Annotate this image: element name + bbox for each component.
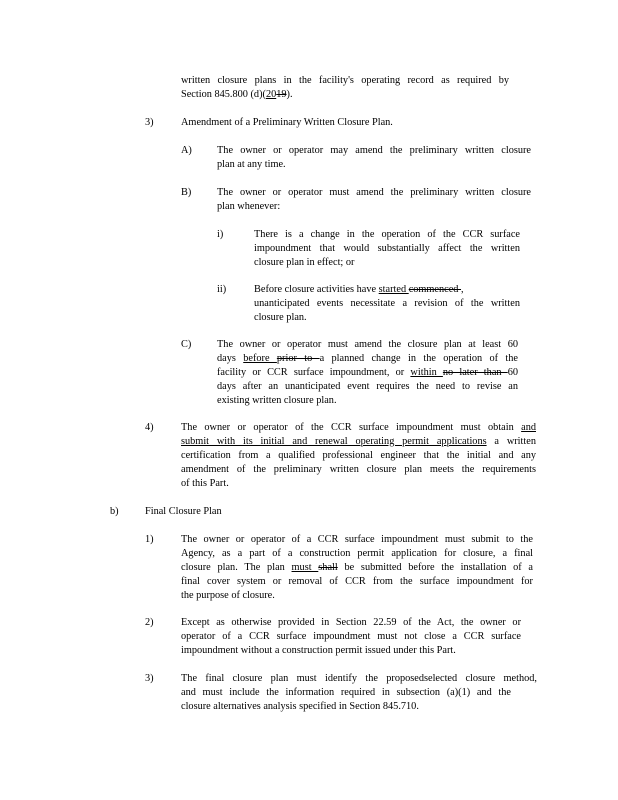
item-number: b)	[110, 506, 119, 517]
inserted-text: 20	[265, 89, 277, 100]
text-line: closure alternatives analysis specified in Section 845.710.	[181, 701, 419, 712]
text-line: closure plan.	[254, 312, 307, 323]
text-line: operator of a CCR surface impoundment must not close a CCR surface	[181, 631, 521, 642]
text-run: Before closure activities have	[254, 284, 379, 295]
paragraph-b3	[181, 672, 537, 714]
section-heading: Final Closure Plan	[145, 506, 222, 517]
text-line: days after an unanticipated event requires the need to revise an	[217, 381, 518, 392]
inserted-text: before	[243, 353, 277, 364]
deleted-text: commenced	[408, 284, 462, 295]
text-run: 60	[507, 367, 518, 378]
inserted-text: submit with its initial and renewal operating permit applications	[181, 436, 487, 447]
text-line: impoundment that would substantially affect the written	[254, 243, 520, 254]
text-line: and must include the information required in subsection (a)(1) and the	[181, 687, 511, 698]
section-heading: Amendment of a Preliminary Written Closure Plan.	[181, 117, 393, 128]
text-run: The owner or operator of the CCR surface impoundment must obtain	[181, 422, 522, 433]
text-run: a planned change in the operation of the	[319, 353, 518, 364]
text-line: unanticipated events necessitate a revision of the written	[254, 298, 520, 309]
paragraph-C	[217, 338, 518, 408]
text-line: Except as otherwise provided in Section 22.59 of the Act, the owner or	[181, 617, 521, 628]
text-line	[181, 561, 533, 575]
deleted-text: prior to	[276, 353, 320, 364]
item-number: ii)	[217, 284, 227, 295]
item-number: 3)	[145, 673, 154, 684]
text-line: plan whenever:	[217, 201, 281, 212]
text-line: the purpose of closure.	[181, 590, 275, 601]
text-line: existing written closure plan.	[217, 395, 337, 406]
deleted-text: shall	[318, 562, 338, 573]
inserted-text: within	[410, 367, 443, 378]
text-line: final cover system or removal of CCR from the surface impoundment for	[181, 576, 533, 587]
text-run: ).	[286, 89, 293, 100]
text-run: Section 845.800 (d)(	[181, 89, 266, 100]
text-run: days	[217, 353, 244, 364]
item-number: 2)	[145, 617, 154, 628]
inserted-text: must	[291, 562, 319, 573]
text-run: ,	[461, 284, 464, 295]
text-line	[217, 352, 518, 366]
inserted-text: started	[378, 284, 409, 295]
text-line: of this Part.	[181, 478, 229, 489]
deleted-text: no later than	[442, 367, 508, 378]
text-line: The owner or operator may amend the preliminary written closure	[217, 145, 531, 156]
text-line: certification from a qualified professional engineer that the initial and any	[181, 450, 536, 461]
text-run: be submitted before the installation of a	[337, 562, 533, 573]
paragraph-4	[181, 421, 536, 491]
text-line: Agency, as a part of a construction permit application for closure, a final	[181, 548, 533, 559]
continuation-paragraph	[181, 74, 509, 102]
text-run: closure plan. The plan	[181, 562, 292, 573]
item-number: B)	[181, 187, 192, 198]
text-run: facility or CCR surface impoundment, or	[217, 367, 411, 378]
text-line: The owner or operator must amend the closure plan at least 60	[217, 339, 518, 350]
paragraph-A	[217, 144, 531, 172]
text-line: The owner or operator must amend the preliminary written closure	[217, 187, 531, 198]
item-number: 3)	[145, 117, 154, 128]
text-line: The owner or operator of a CCR surface impoundment must submit to the	[181, 534, 533, 545]
text-line: There is a change in the operation of the CCR surface	[254, 229, 520, 240]
text-line	[181, 88, 509, 102]
deleted-text: 19	[276, 89, 287, 100]
text-line	[181, 421, 536, 435]
text-line: The final closure plan must identify the proposedselected closure method,	[181, 673, 537, 684]
text-line	[254, 283, 520, 297]
text-line: plan at any time.	[217, 159, 286, 170]
item-number: A)	[181, 145, 192, 156]
item-number: 4)	[145, 422, 154, 433]
item-number: i)	[217, 229, 224, 240]
text-line	[181, 435, 536, 449]
paragraph-Bi	[254, 228, 520, 270]
text-line: impoundment without a construction permit issued under this Part.	[181, 645, 456, 656]
paragraph-B	[217, 186, 531, 214]
text-line: closure plan in effect; or	[254, 257, 355, 268]
paragraph-Bii	[254, 283, 520, 325]
item-number: 1)	[145, 534, 154, 545]
paragraph-b1	[181, 533, 533, 603]
text-line	[217, 366, 518, 380]
item-number: C)	[181, 339, 192, 350]
text-line: written closure plans in the facility's operating record as required by	[181, 75, 509, 86]
text-run: a written	[486, 436, 536, 447]
text-line: amendment of the preliminary written closure plan meets the requirements	[181, 464, 536, 475]
paragraph-b2	[181, 616, 521, 658]
inserted-text: and	[521, 422, 536, 433]
